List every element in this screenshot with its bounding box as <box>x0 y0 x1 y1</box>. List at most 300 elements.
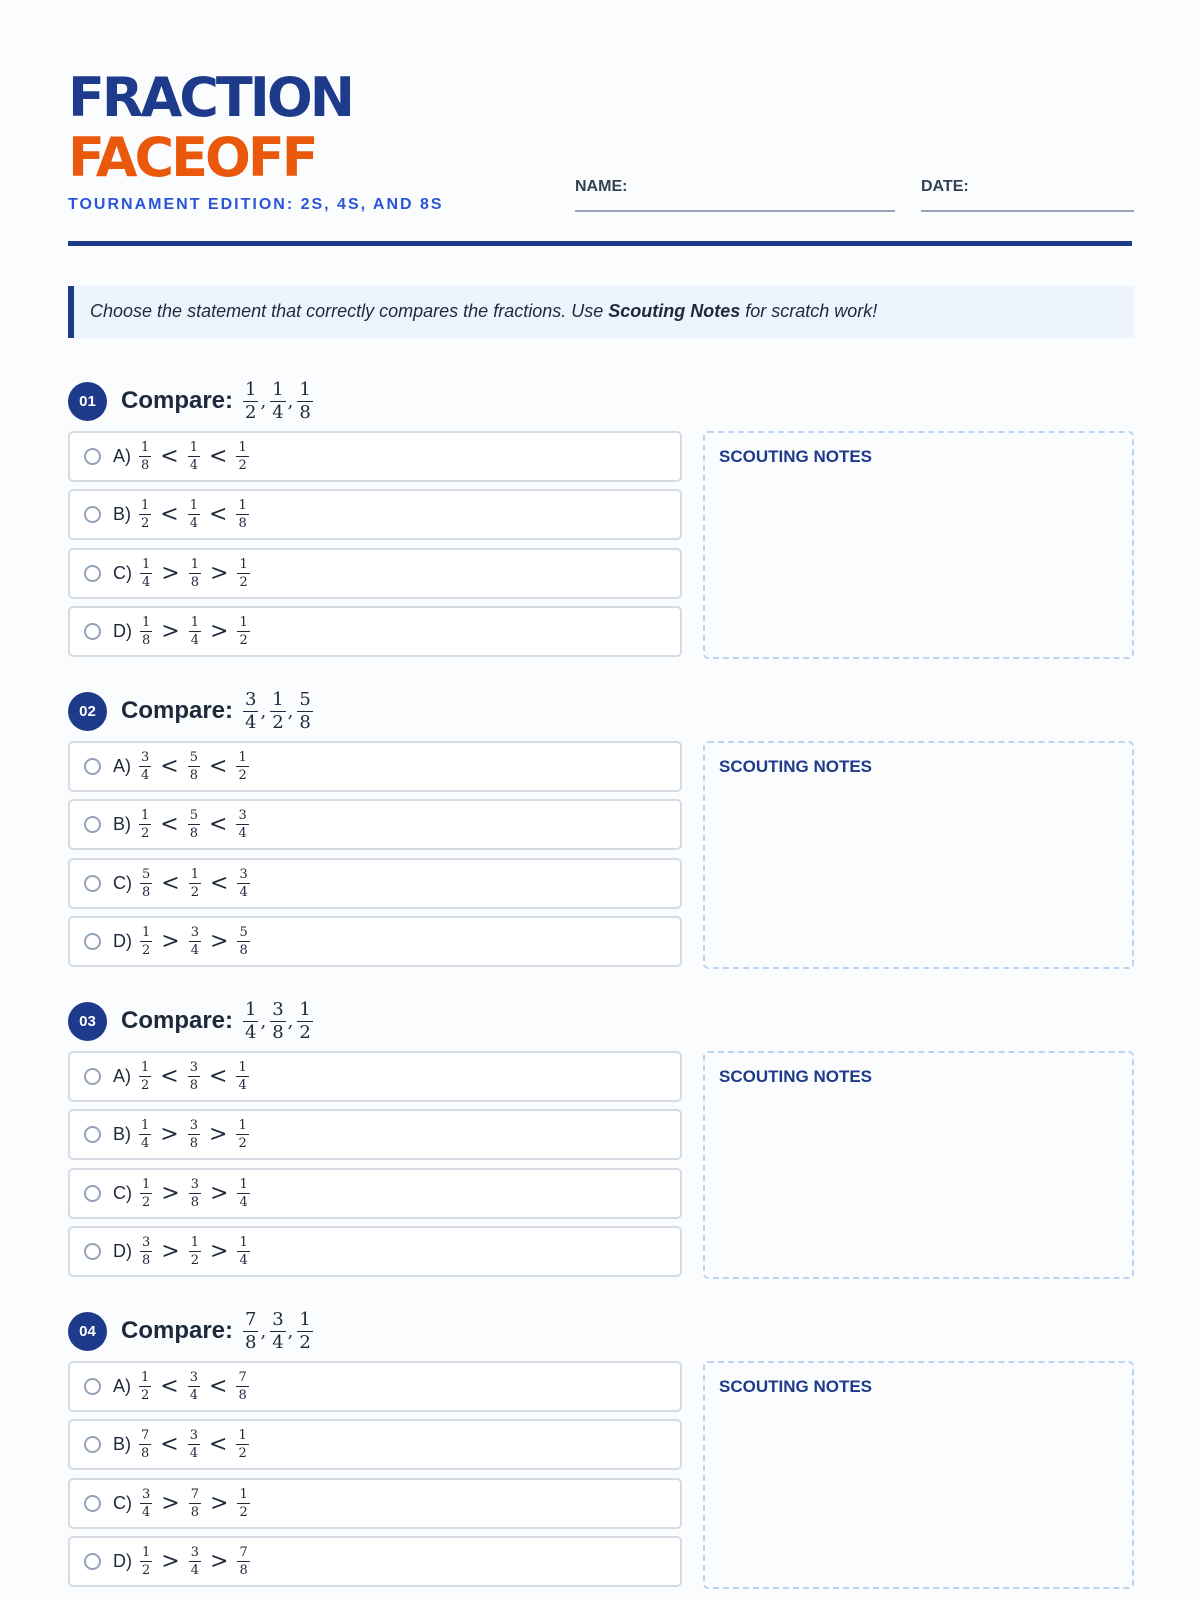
scouting-notes-box[interactable] <box>703 741 1134 969</box>
denominator: 8 <box>239 943 248 958</box>
comparison-operator: > <box>161 929 180 954</box>
denominator: 8 <box>189 768 198 783</box>
choice-fraction <box>140 1178 152 1209</box>
denominator: 2 <box>142 1195 151 1210</box>
question-label: Compare: <box>121 1007 234 1034</box>
choice-fraction <box>140 868 152 899</box>
denominator: 4 <box>238 826 247 841</box>
question-fraction <box>297 998 312 1043</box>
denominator: 2 <box>245 401 257 423</box>
radio-button[interactable] <box>84 1495 101 1512</box>
denominator: 8 <box>190 1505 199 1520</box>
answer-choice[interactable] <box>68 1168 682 1219</box>
choice-fraction <box>236 441 248 472</box>
radio-button[interactable] <box>84 565 101 582</box>
numerator: 1 <box>272 378 284 400</box>
denominator: 2 <box>238 768 247 783</box>
numerator: 7 <box>245 1308 257 1330</box>
answer-choice[interactable] <box>68 1226 682 1277</box>
choice-expression <box>140 616 250 647</box>
choice-fraction <box>237 1236 249 1267</box>
choice-fraction <box>189 1236 201 1267</box>
choice-letter: B) <box>113 504 131 524</box>
question-02 <box>68 689 1134 979</box>
denominator: 4 <box>142 1505 151 1520</box>
choice-expression <box>139 1371 249 1402</box>
denominator: 2 <box>238 1446 247 1461</box>
choice-fraction <box>236 1429 248 1460</box>
numerator: 1 <box>238 440 247 455</box>
subtitle: TOURNAMENT EDITION: 2S, 4S, AND 8S <box>68 196 444 213</box>
denominator: 2 <box>239 633 248 648</box>
choice-fraction <box>237 1178 249 1209</box>
scouting-notes-label: SCOUTING NOTES <box>719 1377 873 1396</box>
denominator: 2 <box>141 826 150 841</box>
comparison-operator: < <box>210 871 229 896</box>
question-label: Compare: <box>121 387 234 414</box>
radio-button[interactable] <box>84 933 101 950</box>
comparison-operator: < <box>209 502 228 527</box>
choice-fraction <box>237 558 249 589</box>
comparison-operator: < <box>209 1374 228 1399</box>
comparison-operator: > <box>161 561 180 586</box>
date-field[interactable] <box>921 178 1134 212</box>
numerator: 7 <box>238 1370 247 1385</box>
denominator: 4 <box>189 1446 198 1461</box>
question-header <box>68 999 313 1043</box>
choice-letter: A) <box>113 446 131 466</box>
comparison-operator: > <box>210 1181 229 1206</box>
choice-fraction <box>139 441 151 472</box>
comma-separator: , <box>260 390 267 412</box>
choice-fraction <box>139 499 151 530</box>
denominator: 8 <box>245 1331 257 1353</box>
choice-fraction <box>188 751 200 782</box>
choice-fraction <box>188 809 200 840</box>
choice-letter: A) <box>113 1376 131 1396</box>
question-fraction <box>297 688 312 733</box>
choice-fraction <box>236 809 248 840</box>
choice-fraction <box>189 868 201 899</box>
choice-fraction <box>139 809 151 840</box>
numerator: 1 <box>238 1428 247 1443</box>
denominator: 2 <box>141 516 150 531</box>
denominator: 2 <box>239 575 248 590</box>
denominator: 2 <box>238 458 247 473</box>
denominator: 8 <box>239 1563 248 1578</box>
answer-choice[interactable] <box>68 799 682 850</box>
choice-expression <box>139 1429 249 1460</box>
question-header <box>68 689 313 733</box>
numerator: 1 <box>190 615 199 630</box>
question-03 <box>68 999 1134 1289</box>
numerator: 1 <box>142 1177 151 1192</box>
numerator: 1 <box>141 1118 150 1133</box>
comparison-operator: < <box>160 1432 179 1457</box>
title-faceoff: FACEOFF <box>68 126 316 189</box>
comparison-operator: > <box>210 1549 229 1574</box>
choice-fraction <box>237 926 249 957</box>
choice-expression <box>139 1119 249 1150</box>
numerator: 3 <box>272 1308 284 1330</box>
numerator: 1 <box>299 378 311 400</box>
choice-fraction <box>140 1236 152 1267</box>
question-04 <box>68 1309 1134 1599</box>
radio-button[interactable] <box>84 758 101 775</box>
comparison-operator: > <box>161 1549 180 1574</box>
choice-expression <box>140 1488 250 1519</box>
scouting-notes-box[interactable] <box>703 1051 1134 1279</box>
choice-fraction <box>139 1061 151 1092</box>
question-fraction <box>243 688 258 733</box>
answer-choice[interactable] <box>68 1109 682 1160</box>
denominator: 8 <box>190 1195 199 1210</box>
numerator: 1 <box>299 1308 311 1330</box>
denominator: 8 <box>142 885 151 900</box>
scouting-notes-box[interactable] <box>703 431 1134 659</box>
choice-fraction <box>140 1546 152 1577</box>
choice-fraction <box>189 616 201 647</box>
numerator: 3 <box>239 867 248 882</box>
radio-button[interactable] <box>84 623 101 640</box>
choice-fraction <box>236 1061 248 1092</box>
choice-fraction <box>189 1178 201 1209</box>
answer-choice[interactable] <box>68 1361 682 1412</box>
numerator: 3 <box>190 1177 199 1192</box>
choice-letter: B) <box>113 1124 131 1144</box>
denominator: 2 <box>299 1331 311 1353</box>
radio-button[interactable] <box>84 1068 101 1085</box>
numerator: 5 <box>299 688 311 710</box>
question-fractions <box>243 378 313 423</box>
choice-fraction <box>139 1119 151 1150</box>
choice-expression <box>140 558 250 589</box>
choice-letter: C) <box>113 1183 132 1203</box>
question-fraction <box>270 378 285 423</box>
choice-letter: D) <box>113 1551 132 1571</box>
question-fractions <box>243 1308 313 1353</box>
name-field[interactable] <box>575 178 895 212</box>
radio-button[interactable] <box>84 1436 101 1453</box>
denominator: 8 <box>189 1136 198 1151</box>
answer-choice[interactable] <box>68 606 682 657</box>
numerator: 5 <box>142 867 151 882</box>
choice-expression <box>140 1236 250 1267</box>
comparison-operator: < <box>209 444 228 469</box>
numerator: 1 <box>239 1235 248 1250</box>
choice-expression <box>139 441 249 472</box>
scouting-notes-label: SCOUTING NOTES <box>719 1067 873 1086</box>
denominator: 8 <box>238 516 247 531</box>
numerator: 5 <box>239 925 248 940</box>
choice-fraction <box>139 751 151 782</box>
numerator: 1 <box>190 867 199 882</box>
numerator: 3 <box>189 1428 198 1443</box>
answer-choice[interactable] <box>68 489 682 540</box>
choice-expression <box>139 1061 249 1092</box>
choice-expression <box>139 499 249 530</box>
choice-letter: A) <box>113 756 131 776</box>
question-label: Compare: <box>121 697 234 724</box>
instructions-text-after: for scratch work! <box>740 301 878 321</box>
question-fractions <box>243 998 313 1043</box>
denominator: 8 <box>190 575 199 590</box>
numerator: 3 <box>189 1060 198 1075</box>
numerator: 1 <box>239 1487 248 1502</box>
radio-button[interactable] <box>84 1185 101 1202</box>
question-number-badge: 01 <box>68 382 107 421</box>
numerator: 1 <box>239 615 248 630</box>
answer-choice[interactable] <box>68 1051 682 1102</box>
choice-letter: D) <box>113 621 132 641</box>
question-label: Compare: <box>121 1317 234 1344</box>
question-fraction <box>243 998 258 1043</box>
choice-letter: C) <box>113 563 132 583</box>
question-header <box>68 1309 313 1353</box>
answer-choice[interactable] <box>68 858 682 909</box>
choice-fraction <box>237 868 249 899</box>
comma-separator: , <box>287 1320 294 1342</box>
denominator: 4 <box>245 1021 257 1043</box>
denominator: 4 <box>141 768 150 783</box>
denominator: 4 <box>239 1195 248 1210</box>
name-label: NAME: <box>575 178 628 195</box>
comma-separator: , <box>287 390 294 412</box>
choice-fraction <box>189 558 201 589</box>
radio-button[interactable] <box>84 1378 101 1395</box>
comma-separator: , <box>260 700 267 722</box>
question-fraction <box>243 378 258 423</box>
numerator: 1 <box>238 498 247 513</box>
numerator: 1 <box>238 1060 247 1075</box>
question-number-badge: 02 <box>68 692 107 731</box>
denominator: 8 <box>142 1253 151 1268</box>
denominator: 2 <box>190 1253 199 1268</box>
answer-choice[interactable] <box>68 548 682 599</box>
denominator: 2 <box>142 1563 151 1578</box>
numerator: 7 <box>190 1487 199 1502</box>
denominator: 4 <box>238 1078 247 1093</box>
denominator: 4 <box>190 1563 199 1578</box>
radio-button[interactable] <box>84 506 101 523</box>
answer-choice[interactable] <box>68 431 682 482</box>
numerator: 3 <box>190 925 199 940</box>
denominator: 8 <box>299 401 311 423</box>
answer-choice[interactable] <box>68 1478 682 1529</box>
scouting-notes-box[interactable] <box>703 1361 1134 1589</box>
comparison-operator: < <box>161 871 180 896</box>
numerator: 1 <box>239 1177 248 1192</box>
numerator: 1 <box>142 557 151 572</box>
choice-fraction <box>189 1488 201 1519</box>
choice-expression <box>140 1178 250 1209</box>
question-fraction <box>243 1308 258 1353</box>
comma-separator: , <box>287 700 294 722</box>
radio-button[interactable] <box>84 875 101 892</box>
choice-fraction <box>139 1371 151 1402</box>
numerator: 7 <box>239 1545 248 1560</box>
comma-separator: , <box>287 1010 294 1032</box>
comparison-operator: < <box>160 754 179 779</box>
numerator: 1 <box>238 750 247 765</box>
radio-button[interactable] <box>84 816 101 833</box>
choice-fraction <box>188 1429 200 1460</box>
choice-fraction <box>188 499 200 530</box>
numerator: 1 <box>299 998 311 1020</box>
denominator: 4 <box>272 1331 284 1353</box>
numerator: 1 <box>141 440 150 455</box>
numerator: 5 <box>189 808 198 823</box>
numerator: 3 <box>142 1487 151 1502</box>
denominator: 8 <box>141 458 150 473</box>
date-label: DATE: <box>921 178 969 195</box>
denominator: 4 <box>239 885 248 900</box>
denominator: 2 <box>142 943 151 958</box>
choice-fraction <box>236 499 248 530</box>
choice-fraction <box>140 616 152 647</box>
numerator: 1 <box>142 615 151 630</box>
choice-letter: C) <box>113 873 132 893</box>
choice-fraction <box>236 1119 248 1150</box>
choice-expression <box>139 751 249 782</box>
comparison-operator: > <box>209 1122 228 1147</box>
denominator: 8 <box>141 1446 150 1461</box>
choice-letter: B) <box>113 1434 131 1454</box>
numerator: 1 <box>245 378 257 400</box>
choice-letter: C) <box>113 1493 132 1513</box>
choice-fraction <box>140 1488 152 1519</box>
instructions-text-before: Choose the statement that correctly compares the fractions. Use <box>90 301 609 321</box>
denominator: 4 <box>272 401 284 423</box>
comparison-operator: < <box>160 1374 179 1399</box>
denominator: 2 <box>141 1388 150 1403</box>
question-fraction <box>297 378 312 423</box>
comparison-operator: > <box>210 1491 229 1516</box>
choice-expression <box>139 809 249 840</box>
radio-button[interactable] <box>84 448 101 465</box>
choice-fraction <box>188 1371 200 1402</box>
radio-button[interactable] <box>84 1243 101 1260</box>
denominator: 2 <box>239 1505 248 1520</box>
choice-letter: D) <box>113 931 132 951</box>
question-fraction <box>270 1308 285 1353</box>
numerator: 1 <box>238 1118 247 1133</box>
denominator: 4 <box>239 1253 248 1268</box>
numerator: 1 <box>239 557 248 572</box>
denominator: 4 <box>141 1136 150 1151</box>
numerator: 1 <box>190 557 199 572</box>
instructions-bold: Scouting Notes <box>608 301 741 321</box>
question-fractions <box>243 688 313 733</box>
choice-fraction <box>188 1119 200 1150</box>
question-fraction <box>270 998 285 1043</box>
comparison-operator: > <box>161 1239 180 1264</box>
denominator: 2 <box>238 1136 247 1151</box>
numerator: 7 <box>141 1428 150 1443</box>
comparison-operator: < <box>209 1432 228 1457</box>
comparison-operator: > <box>160 1122 179 1147</box>
answer-choice[interactable] <box>68 741 682 792</box>
numerator: 1 <box>189 440 198 455</box>
numerator: 3 <box>189 1370 198 1385</box>
choice-fraction <box>237 1546 249 1577</box>
choice-letter: B) <box>113 814 131 834</box>
scouting-notes-label: SCOUTING NOTES <box>719 447 873 466</box>
numerator: 1 <box>245 998 257 1020</box>
numerator: 3 <box>141 750 150 765</box>
comparison-operator: > <box>161 1491 180 1516</box>
comparison-operator: > <box>161 1181 180 1206</box>
choice-letter: D) <box>113 1241 132 1261</box>
answer-choice[interactable] <box>68 1419 682 1470</box>
denominator: 8 <box>272 1021 284 1043</box>
denominator: 4 <box>189 516 198 531</box>
choice-fraction <box>189 1546 201 1577</box>
radio-button[interactable] <box>84 1553 101 1570</box>
instructions-box <box>68 286 1134 338</box>
choice-expression <box>140 1546 250 1577</box>
comma-separator: , <box>260 1010 267 1032</box>
numerator: 1 <box>190 1235 199 1250</box>
choice-fraction <box>189 926 201 957</box>
numerator: 1 <box>189 498 198 513</box>
choice-fraction <box>236 751 248 782</box>
comparison-operator: < <box>160 444 179 469</box>
numerator: 1 <box>272 688 284 710</box>
question-fraction <box>270 688 285 733</box>
denominator: 2 <box>299 1021 311 1043</box>
question-fraction <box>297 1308 312 1353</box>
choice-fraction <box>188 441 200 472</box>
numerator: 1 <box>141 1370 150 1385</box>
numerator: 1 <box>142 1545 151 1560</box>
numerator: 1 <box>141 498 150 513</box>
denominator: 8 <box>189 826 198 841</box>
comparison-operator: > <box>210 561 229 586</box>
numerator: 3 <box>272 998 284 1020</box>
comparison-operator: > <box>210 929 229 954</box>
comparison-operator: < <box>160 502 179 527</box>
numerator: 1 <box>142 925 151 940</box>
numerator: 1 <box>141 808 150 823</box>
scouting-notes-label: SCOUTING NOTES <box>719 757 873 776</box>
comparison-operator: < <box>160 1064 179 1089</box>
choice-fraction <box>140 558 152 589</box>
answer-choice[interactable] <box>68 1536 682 1587</box>
numerator: 3 <box>142 1235 151 1250</box>
radio-button[interactable] <box>84 1126 101 1143</box>
denominator: 4 <box>190 943 199 958</box>
answer-choice[interactable] <box>68 916 682 967</box>
choice-fraction <box>236 1371 248 1402</box>
comparison-operator: > <box>210 1239 229 1264</box>
question-header <box>68 379 313 423</box>
denominator: 4 <box>190 633 199 648</box>
choice-expression <box>140 868 250 899</box>
denominator: 4 <box>189 458 198 473</box>
worksheet-header <box>68 0 1132 246</box>
numerator: 1 <box>141 1060 150 1075</box>
comma-separator: , <box>260 1320 267 1342</box>
numerator: 5 <box>189 750 198 765</box>
numerator: 3 <box>190 1545 199 1560</box>
denominator: 2 <box>141 1078 150 1093</box>
choice-fraction <box>139 1429 151 1460</box>
question-number-badge: 04 <box>68 1312 107 1351</box>
choice-fraction <box>237 1488 249 1519</box>
denominator: 2 <box>190 885 199 900</box>
choice-fraction <box>140 926 152 957</box>
